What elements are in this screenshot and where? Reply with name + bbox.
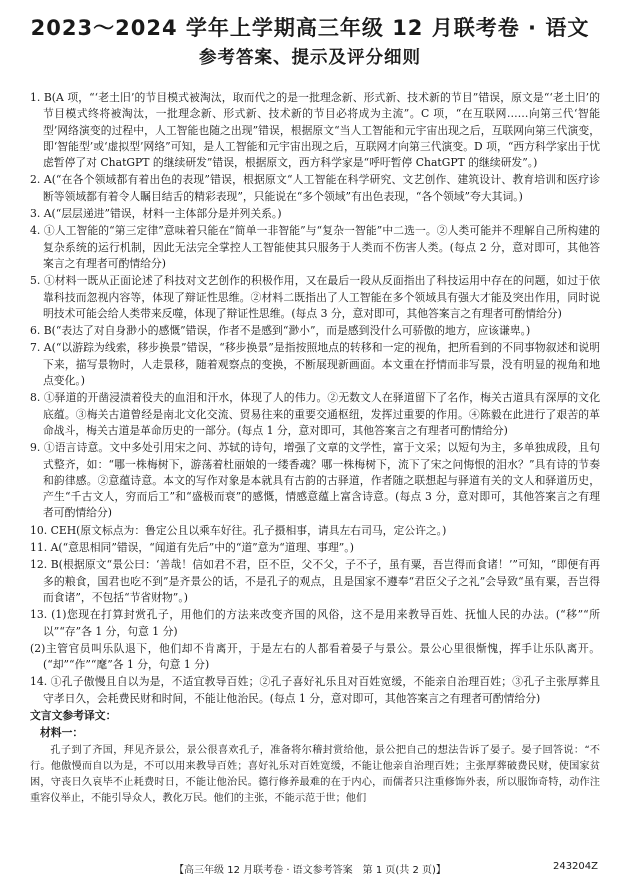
translation-heading: 文言文参考译文：: [30, 708, 117, 722]
answer-item: 4. ①人工智能的“第三定律”意味着只能在“简单一非智能”与“复杂一智能”中二选一。②人类可能并不理解自己所构建的复杂系统的运行机制，因此无法完全掌控人工智能使其只服务于人类而不伤害人类。(每点 2 分，意对即可，其他答案言之有理者可酌情给分): [30, 224, 600, 270]
document-code: 243204Z: [552, 861, 598, 872]
page-title: 2023～2024 学年上学期高三年级 12 月联考卷 · 语文: [30, 16, 590, 40]
answer-item: (2)主管官员叫乐队退下，他们却不肯离开，于是左右的人都看着晏子与景公。景公心里很惭愧，挥手让乐队离开。(“却”“作”“麾”各 1 分，句意 1 分): [30, 641, 600, 672]
answer-item: 10. CEH(原文标点为：鲁定公且以乘车好往。孔子摄相事，请具左右司马，定公许之。): [30, 523, 447, 537]
answer-item: 3. A(“层层递进”错误，材料一主体部分是并列关系。): [30, 207, 282, 221]
answer-item: 1. B(A 项，“‘老土旧’的节目模式被淘汰，取而代之的是一批理念新、形式新、技术新的节目”错误，原文是“‘老土旧’的节目模式终将被淘汰，一批理念新、形式新、技术新的节目必将成为主流”。C 项，“在互联网……向第三代‘智能型’网络演变的过程中，人工智能也随之出现”错误，根据原文“当人工智能和元宇宙出现之后，互联网向第三代演变，即‘智能型’或‘虚拟型’网络”可知，是人工智能和元宇宙出现之后，互联网才向第三代演变。D 项，“西方科学家出于忧虑暂停了对 ChatGPT 的继续研发”错误，根据原文，西方科学家是“呼吁暂停 ChatGPT 的继续研发”。): [30, 91, 600, 170]
answer-item: 13. (1)您现在打算封赏孔子，用他们的方法来改变齐国的风俗，这不是用来教导百姓、抚恤人民的办法。(“移”“所以”“存”各 1 分，句意 1 分): [30, 608, 600, 638]
answer-item: 6. B(“表达了对自身渺小的感慨”错误，作者不是感到“渺小”，而是感到没什么可骄傲的地方，应该谦卑。): [30, 324, 531, 338]
answer-content: [30, 90, 600, 809]
answer-item: 8. ①驿道的开凿浸渍着役夫的血泪和汗水，体现了人的伟力。②无数文人在驿道留下了名作，梅关古道具有深厚的文化底蕴。③梅关古道曾经是南北文化交流、贸易往来的重要交通枢纽，发挥过重要的作用。④陈毅在此进行了艰苦的革命战斗，梅关古道是革命历史的一部分。(每点 1 分，意对即可，其他答案言之有理者可酌情给分): [30, 391, 600, 437]
answer-item: 2. A(“在各个领域都有着出色的表现”错误，根据原文“人工智能在科学研究、文艺创作、建筑设计、教育培训和医疗诊断等领域都有着令人瞩目结舌的精彩表现”，只能说在“多个领域”有出色表现，“各个领域”夸大其词。): [30, 173, 600, 203]
translation-text: 孔子到了齐国，拜见齐景公，景公很喜欢孔子，准备将尔稽封赏给他，景公把自己的想法告诉了晏子。晏子回答说：“不行。他傲慢而自以为是，不可以用来教导百姓；喜好礼乐对百姓宽缓，不能让他亲自治理百姓；主张厚葬破费民财，使国家贫困，守丧日久哀毕不止耗费时日，不能让他治民。德行修养最难的在于内心，而儒者只注重修饰外表，所以服饰奇特，动作注重容仪举止，不能引导众人，教化万民。他们的主张，不能示范于世；他们: [30, 744, 600, 805]
answer-item: 7. A(“以游踪为线索，移步换景”错误，“移步换景”是指按照地点的转移和一定的视角，把所看到的不同事物叙述和说明下来，描写景物时，人走景移，随着观察点的变换，不断展现新画面。本文重在抒情而非写景，没有明显的视角和地点变化。): [30, 341, 600, 388]
answer-item: 9. ①语言诗意。文中多处引用宋之问、苏轼的诗句，增强了文章的文学性，富于文采；以短句为主，多单独成段，且句式整齐，如：“哪一株梅树下，游荡着杜丽娘的一缕香魂？哪一株梅树下，流下了宋之问悔恨的泪水？”具有诗的节奏和韵律感。②意蕴诗意。本文的写作对象是本就具有古韵的古驿道，作者随之联想起与驿道有关的文人和驿道历史，产生“千古文人，穷而后工”和“盛极而衰”的感慨，情感意蕴上富含诗意。(每点 3 分，意对即可，其他答案言之有理者可酌情给分): [30, 441, 600, 520]
page-subtitle: 参考答案、提示及评分细则: [199, 48, 421, 68]
answer-item: 14. ①孔子傲慢且自以为是，不适宜教导百姓；②孔子喜好礼乐且对百姓宽缓，不能亲自治理百姓；③孔子主张厚葬且守孝日久，会耗费民财和时间，不能让他治民。(每点 1 分，意对即可，其他答案言之有理者可酌情给分): [30, 675, 600, 705]
translation-subheading: 材料一：: [40, 726, 84, 740]
page-footer: 【高三年级 12 月联考卷 · 语文参考答案 第 1 页(共 2 页)】: [174, 865, 446, 876]
answer-item: 11. A(“意思相同”错误，“闻道有先后”中的“道”意为“道理、事理”。): [30, 541, 354, 555]
answer-item: 5. ①材料一既从正面论述了科技对文艺创作的积极作用，又在最后一段从反面指出了科技运用中存在的问题，如过于依靠科技而忽视内容等，体现了辩证性思维。②材料二既指出了人工智能在多个领域具有强大才能及突出作用，同时说明技术可能会给人类带来反噬，体现了辩证性思维。(每点 3 分，意对即可，其他答案言之有理者可酌情给分): [30, 274, 600, 320]
answer-item: 12. B(根据原文“景公曰：‘善哉！信如君不君，臣不臣，父不父，子不子，虽有粟，吾岂得而食诸！’”可知，“即便有再多的粮食，国君也吃不到”是齐景公的话，不是孔子的观点，且是国家不遵奉“君臣父子之礼”会导致“虽有粟，吾岂得而食诸”，不包括“节省财物”。): [30, 558, 600, 604]
